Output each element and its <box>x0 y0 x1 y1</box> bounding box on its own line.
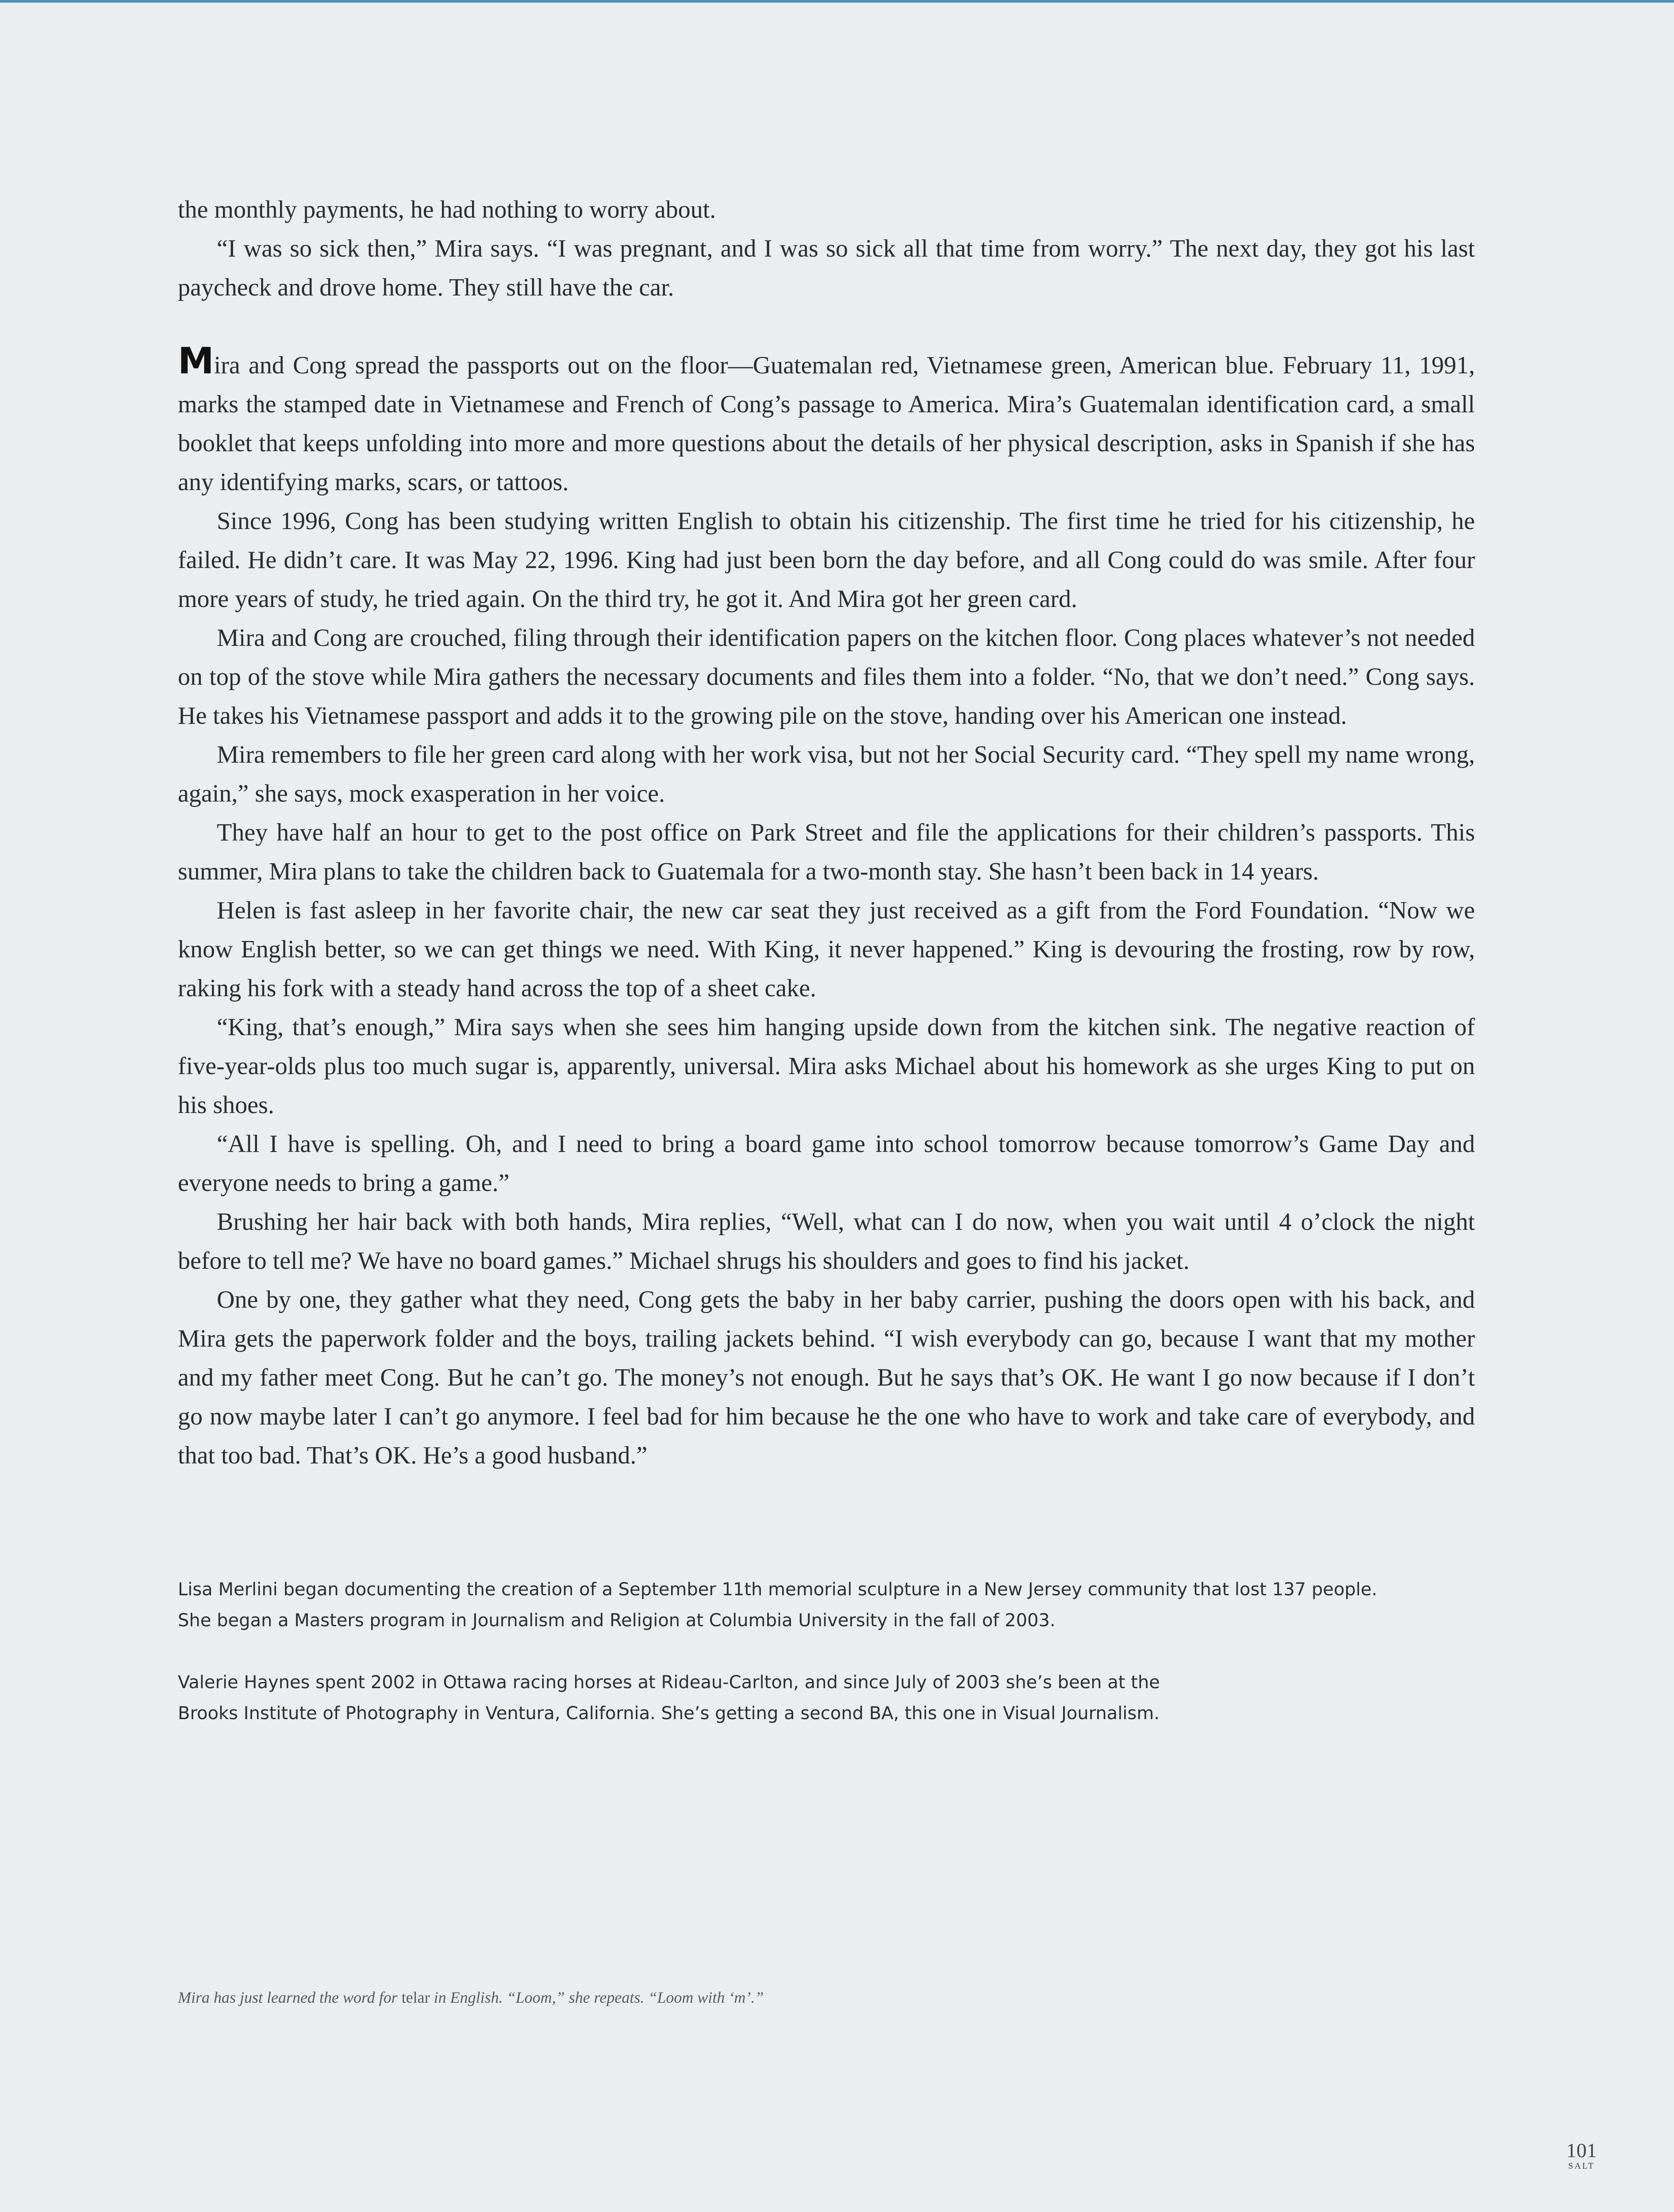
bio-line: Lisa Merlini began documenting the creation of a September 11th memorial sculpture in a New Jersey community that lost 137 people. <box>178 1579 1378 1600</box>
article-paragraph: the monthly payments, he had nothing to worry about. <box>178 196 716 223</box>
article-paragraph-section-start <box>178 340 1475 502</box>
caption-word-telar: telar <box>401 1989 430 2006</box>
bio-line: She began a Masters program in Journalism and Religion at Columbia University in the fall of 2003. <box>178 1610 1056 1631</box>
article-paragraph: One by one, they gather what they need, Cong gets the baby in her baby carrier, pushing the doors open with his back, and Mira gets the paperwork folder and the boys, trailing jackets behind. “I wish everybody can go, because I want that my mother and my father meet Cong. But he can’t go. The money’s not enough. But he says that’s OK. He want I go now because if I don’t go now maybe later I can’t go anymore. I feel bad for him because he the one who have to work and take care of everybody, and that too bad. That’s OK. He’s a good husband.” <box>178 1286 1475 1469</box>
bio-line: Valerie Haynes spent 2002 in Ottawa racing horses at Rideau-Carlton, and since July of 2003 she’s been at the <box>178 1672 1160 1693</box>
article-paragraph: “All I have is spelling. Oh, and I need to bring a board game into school tomorrow because tomorrow’s Game Day and everyone needs to bring a game.” <box>178 1130 1475 1197</box>
drop-cap: M <box>178 340 213 382</box>
article-paragraph: They have half an hour to get to the post office on Park Street and file the applications for their children’s passports. This summer, Mira plans to take the children back to Guatemala for a two-month stay. She hasn’t been back in 14 years. <box>178 819 1475 885</box>
bio-line: Brooks Institute of Photography in Ventura, California. She’s getting a second BA, this one in Visual Journalism. <box>178 1703 1160 1724</box>
photo-caption <box>178 1986 1461 2008</box>
article-paragraph: Mira and Cong are crouched, filing through their identification papers on the kitchen floor. Cong places whatever’s not needed on top of the stove while Mira gathers the necessary documents and files them into a folder. “No, that we don’t need.” Cong says. He takes his Vietnamese passport and adds it to the growing pile on the stove, handing over his American one instead. <box>178 624 1475 730</box>
page-top-edge <box>0 0 1674 3</box>
article-paragraph: Brushing her hair back with both hands, Mira replies, “Well, what can I do now, when you wait until 4 o’clock the night before to tell me? We have no board games.” Michael shrugs his shoulders and goes to find his jacket. <box>178 1208 1475 1275</box>
bio-valerie-haynes <box>178 1667 1461 1729</box>
page-folio <box>1557 2140 1606 2171</box>
article-paragraph: “I was so sick then,” Mira says. “I was pregnant, and I was so sick all that time from worry.” The next day, they got his last paycheck and drove home. They still have the car. <box>178 235 1475 301</box>
contributor-bios <box>178 1574 1461 1760</box>
article-paragraph: Mira remembers to file her green card along with her work visa, but not her Social Security card. “They spell my name wrong, again,” she says, mock exasperation in her voice. <box>178 741 1475 807</box>
article-paragraph-text: ira and Cong spread the passports out on the floor—Guatemalan red, Vietnamese green, American blue. February 11, 1991, marks the stamped date in Vietnamese and French of Cong’s passage to America. Mira’s Guatemalan identification card, a small booklet that keeps unfolding into more and more questions about the details of her physical description, asks in Spanish if she has any identifying marks, scars, or tattoos. <box>178 352 1475 496</box>
article-paragraph: Helen is fast asleep in her favorite chair, the new car seat they just received as a gift from the Ford Foundation. “Now we know English better, so we can get things we need. With King, it never happened.” King is devouring the frosting, row by row, raking his fork with a steady hand across the top of a sheet cake. <box>178 897 1475 1002</box>
page-number: 101 <box>1566 2139 1597 2162</box>
magazine-name: SALT <box>1568 2161 1595 2171</box>
article-paragraph: Since 1996, Cong has been studying written English to obtain his citizenship. The first time he tried for his citizenship, he failed. He didn’t care. It was May 22, 1996. King had just been born the day before, and all Cong could do was smile. After four more years of study, he tried again. On the third try, he got it. And Mira got her green card. <box>178 507 1475 613</box>
article-body <box>178 190 1475 1475</box>
caption-text: in English. “Loom,” she repeats. “Loom with ‘m’.” <box>430 1989 764 2006</box>
caption-text: Mira has just learned the word for <box>178 1989 402 2006</box>
article-paragraph: “King, that’s enough,” Mira says when she sees him hanging upside down from the kitchen sink. The negative reaction of five-year-olds plus too much sugar is, apparently, universal. Mira asks Michael about his homework as she urges King to put on his shoes. <box>178 1014 1475 1119</box>
bio-lisa-merlini <box>178 1574 1461 1636</box>
